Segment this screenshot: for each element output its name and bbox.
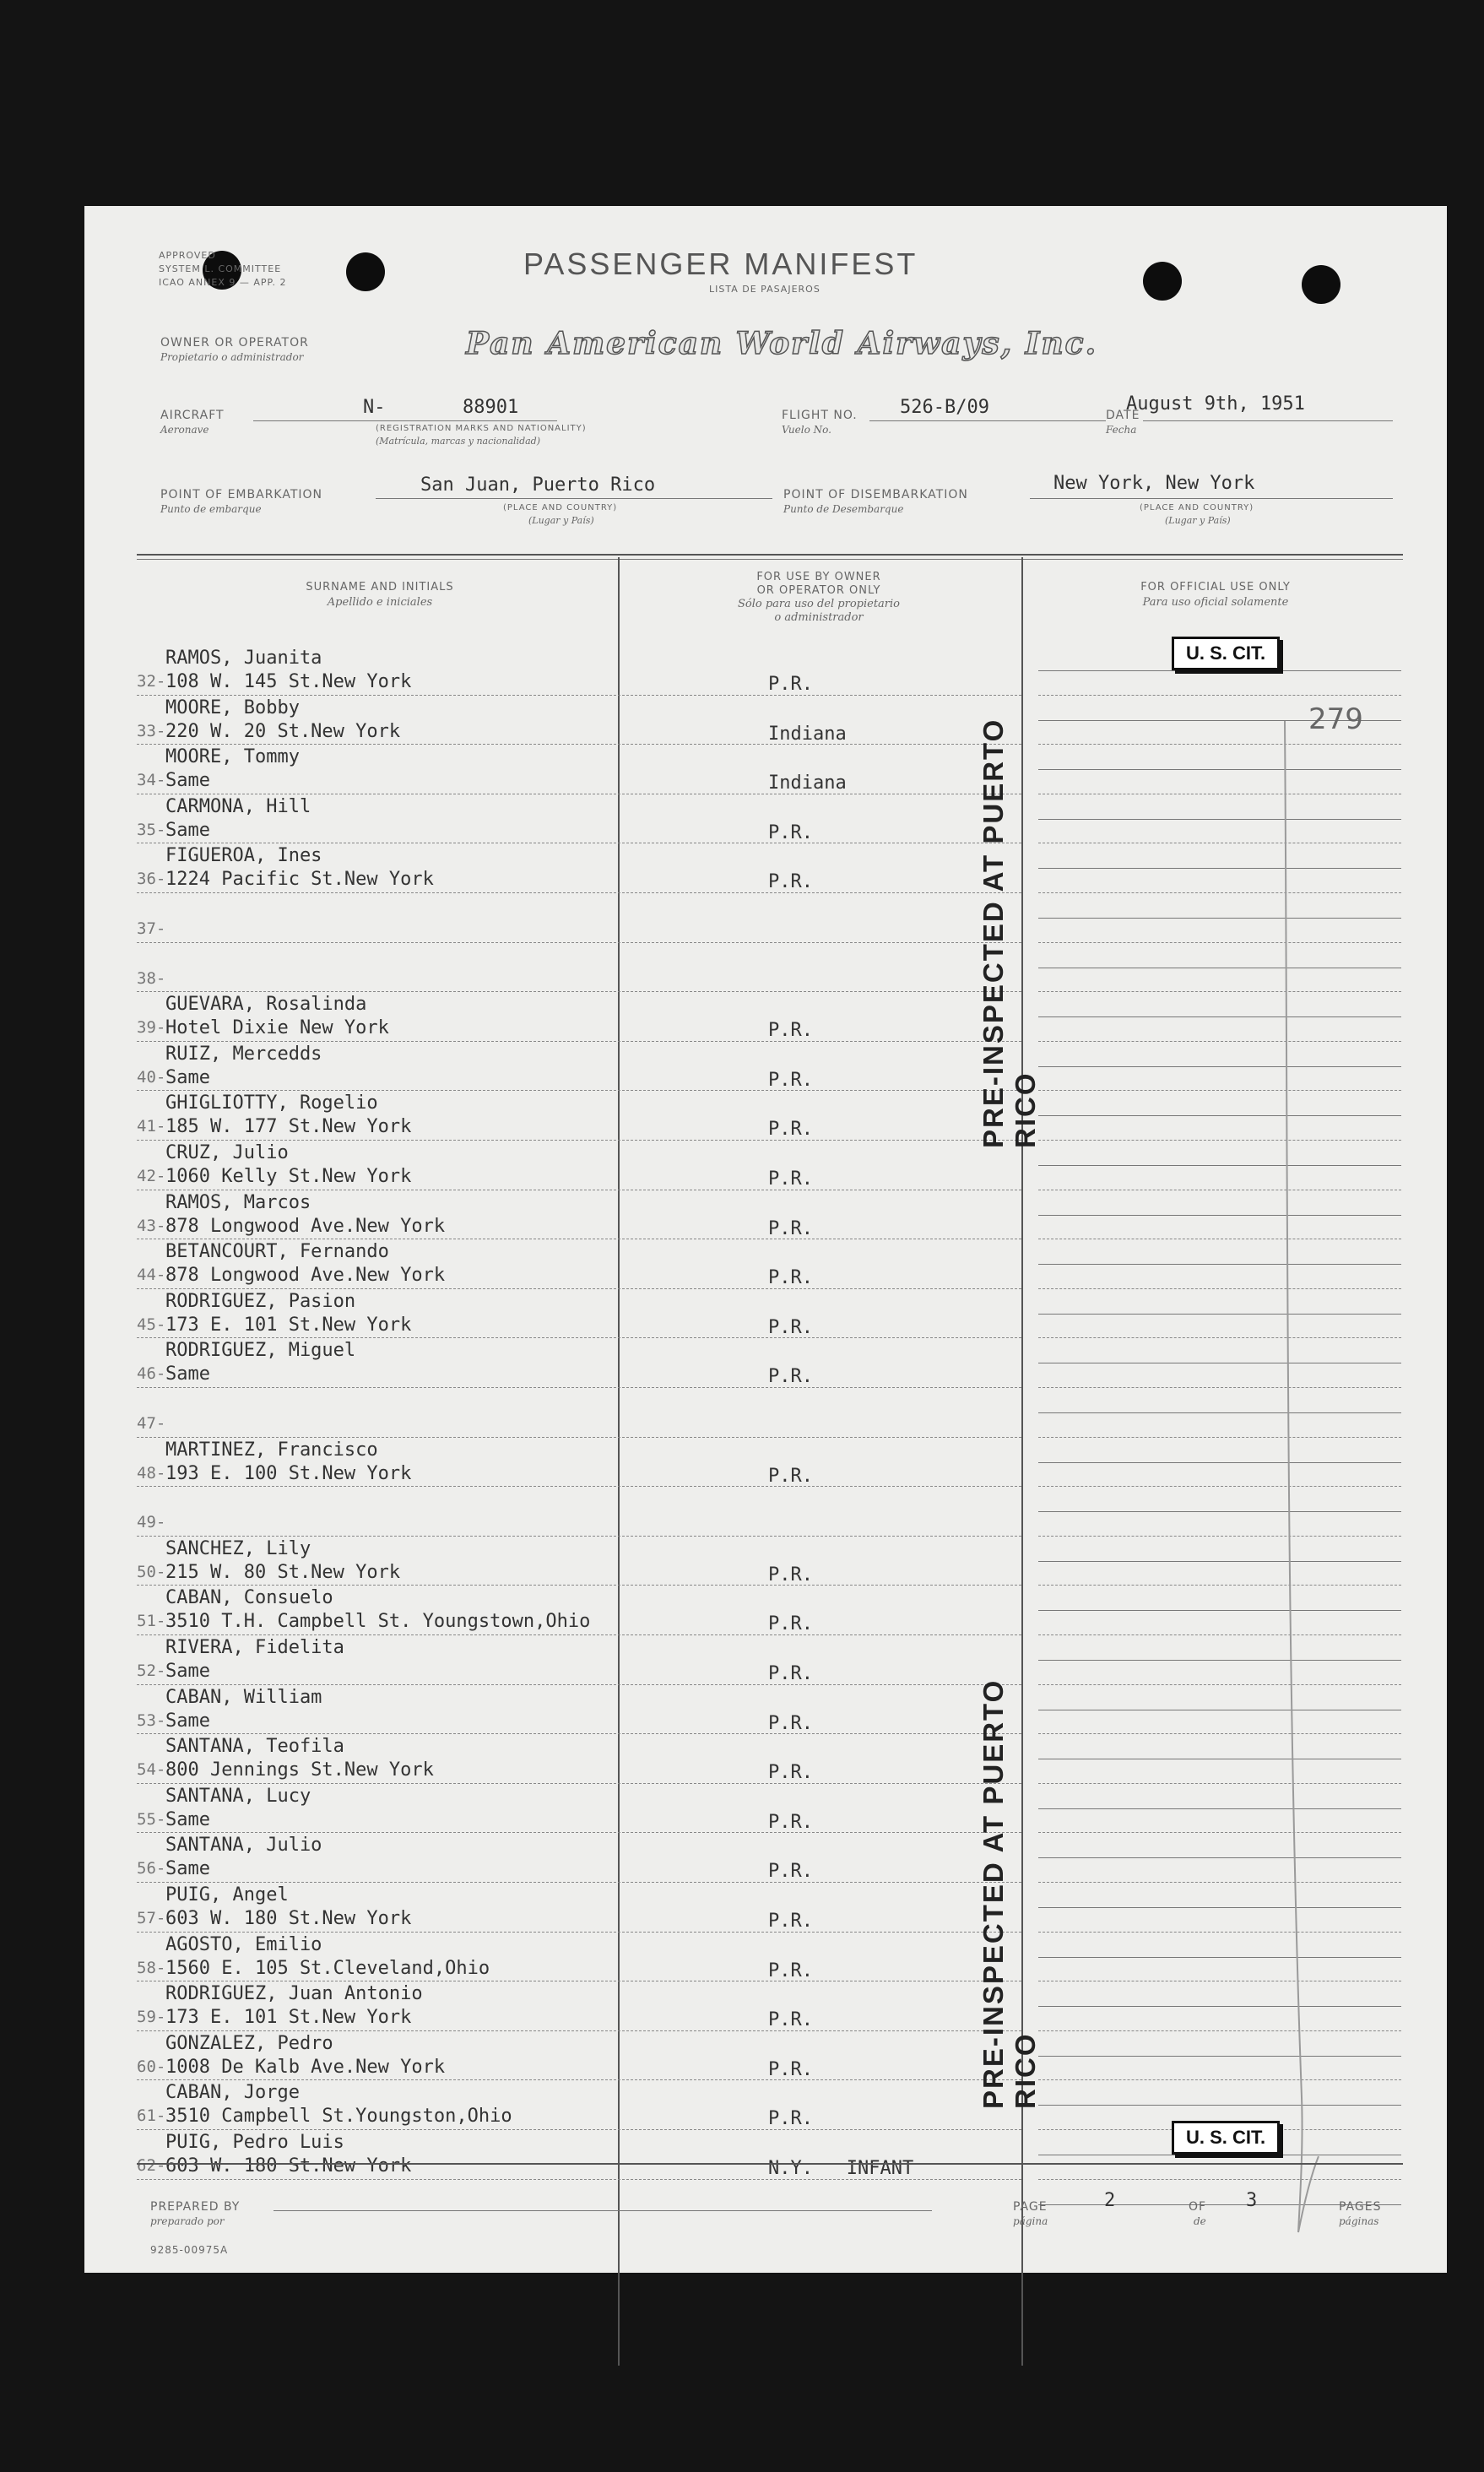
approval-line: APPROVED xyxy=(159,250,216,261)
owner-remark: P.R. xyxy=(768,1812,813,1833)
row-rule xyxy=(137,1585,1021,1586)
row-number: 56- xyxy=(137,1859,166,1878)
form-code: 9285-00975A xyxy=(150,2244,229,2256)
prepared-by-label: PREPARED BY xyxy=(150,2200,241,2214)
row-number: 41- xyxy=(137,1117,166,1136)
row-rule xyxy=(137,892,1021,893)
passenger-address: Same xyxy=(165,770,210,791)
punch-hole xyxy=(1143,262,1182,301)
table-top-rule xyxy=(137,559,1403,560)
pages-label: PAGES xyxy=(1339,2200,1382,2214)
row-rule xyxy=(137,1536,1021,1537)
row-number: 43- xyxy=(137,1217,166,1235)
row-rule xyxy=(137,2079,1021,2080)
owner-remark: P.R. xyxy=(768,1317,813,1338)
passenger-address: 185 W. 177 St.New York xyxy=(165,1116,412,1137)
passenger-name: SANTANA, Julio xyxy=(165,1835,322,1856)
disembarkation-label: POINT OF DISEMBARKATION xyxy=(783,488,968,501)
passenger-address: 173 E. 101 St.New York xyxy=(165,1315,412,1336)
row-rule xyxy=(137,1932,1021,1933)
row-rule xyxy=(137,1783,1021,1784)
page-number: 2 xyxy=(1104,2190,1116,2211)
passenger-name: CABAN, Jorge xyxy=(165,2082,300,2103)
embarkation-label-sub: Punto de embarque xyxy=(160,503,262,515)
passenger-address: 1560 E. 105 St.Cleveland,Ohio xyxy=(165,1958,490,1979)
flight-date: August 9th, 1951 xyxy=(1126,393,1305,415)
row-rule xyxy=(1038,670,1401,671)
col-header-names: SURNAME AND INITIALS xyxy=(306,581,454,594)
row-number: 39- xyxy=(137,1018,166,1037)
owner-label: OWNER OR OPERATOR xyxy=(160,336,309,350)
date-label-sub: Fecha xyxy=(1106,424,1137,436)
passenger-name: RIVERA, Fidelita xyxy=(165,1637,344,1658)
passenger-name: FIGUEROA, Ines xyxy=(165,845,322,866)
passenger-address: 108 W. 145 St.New York xyxy=(165,671,412,692)
passenger-address: 193 E. 100 St.New York xyxy=(165,1463,412,1484)
row-number: 44- xyxy=(137,1266,166,1284)
manifest-sheet xyxy=(84,206,1447,2273)
passenger-name: PUIG, Pedro Luis xyxy=(165,2132,344,2153)
disembarkation-label-sub: Punto de Desembarque xyxy=(783,503,904,515)
row-rule xyxy=(137,1140,1021,1141)
owner-remark: P.R. xyxy=(768,1366,813,1387)
row-rule xyxy=(137,1337,1021,1338)
flight-underline xyxy=(869,420,1106,421)
row-number: 40- xyxy=(137,1068,166,1087)
disembarkation-caption-sub: (Lugar y País) xyxy=(1165,515,1231,526)
row-number: 48- xyxy=(137,1464,166,1483)
row-rule xyxy=(137,1041,1021,1042)
punch-hole xyxy=(346,252,385,291)
row-rule xyxy=(137,1437,1021,1438)
handwritten-number: 279 xyxy=(1308,702,1363,736)
row-rule xyxy=(137,2030,1021,2031)
row-number: 34- xyxy=(137,771,166,789)
passenger-name: BETANCOURT, Fernando xyxy=(165,1241,389,1262)
approval-line: ICAO ANNEX 9 — APP. 2 xyxy=(159,277,287,288)
date-underline xyxy=(1143,420,1393,421)
embarkation-caption: (PLACE AND COUNTRY) xyxy=(503,503,618,512)
col-header-names-sub: Apellido e iniciales xyxy=(327,596,433,609)
owner-remark: P.R. xyxy=(768,1564,813,1586)
passenger-name: RAMOS, Juanita xyxy=(165,648,322,669)
page-title: PASSENGER MANIFEST xyxy=(523,247,918,281)
passenger-name: CABAN, William xyxy=(165,1687,322,1708)
passenger-name: RODRIGUEZ, Pasion xyxy=(165,1291,356,1312)
date-label: DATE xyxy=(1106,409,1140,422)
row-number: 59- xyxy=(137,2008,166,2026)
passenger-address: 878 Longwood Ave.New York xyxy=(165,1216,446,1237)
passenger-name: CABAN, Consuelo xyxy=(165,1587,333,1608)
preinspected-stamp: PRE-INSPECTED AT PUERTO RICO xyxy=(978,1678,1041,2109)
disembarkation-caption: (PLACE AND COUNTRY) xyxy=(1140,503,1254,512)
owner-remark: P.R. xyxy=(768,871,813,892)
row-number: 45- xyxy=(137,1315,166,1334)
passenger-address: Same xyxy=(165,1710,210,1732)
passenger-address: 1060 Kelly St.New York xyxy=(165,1166,412,1187)
footer-rule xyxy=(137,2163,1403,2165)
owner-remark: P.R. xyxy=(768,674,813,695)
prepared-by-underline xyxy=(274,2210,932,2211)
disembarkation-underline xyxy=(1030,498,1393,499)
owner-remark: Indiana xyxy=(768,772,847,794)
passenger-address: 1224 Pacific St.New York xyxy=(165,869,434,890)
row-rule xyxy=(137,1684,1021,1685)
passenger-address: Same xyxy=(165,1661,210,1682)
passenger-address: 878 Longwood Ave.New York xyxy=(165,1265,446,1286)
passenger-name: GHIGLIOTTY, Rogelio xyxy=(165,1092,378,1114)
passenger-address: Hotel Dixie New York xyxy=(165,1017,389,1038)
passenger-address: Same xyxy=(165,1363,210,1385)
passenger-name: GONZALEZ, Pedro xyxy=(165,2033,333,2054)
passenger-name: MOORE, Bobby xyxy=(165,697,300,718)
pages-total: 3 xyxy=(1246,2190,1258,2211)
row-number: 51- xyxy=(137,1612,166,1630)
of-label: OF xyxy=(1189,2200,1207,2214)
col-header-official-sub: Para uso oficial solamente xyxy=(1142,596,1289,609)
registration-caption-sub: (Matrícula, marcas y nacionalidad) xyxy=(376,436,540,447)
aircraft-registration: 88901 xyxy=(463,397,519,418)
aircraft-label-sub: Aeronave xyxy=(160,424,209,436)
passenger-name: RUIZ, Mercedds xyxy=(165,1044,322,1065)
row-rule xyxy=(137,1288,1021,1289)
row-number: 35- xyxy=(137,821,166,839)
owner-remark: P.R. xyxy=(768,1020,813,1041)
passenger-address: 3510 T.H. Campbell St. Youngstown,Ohio xyxy=(165,1611,591,1632)
owner-remark: P.R. xyxy=(768,2059,813,2080)
passenger-name: RODRIGUEZ, Miguel xyxy=(165,1340,356,1361)
row-number: 36- xyxy=(137,870,166,888)
handwritten-check-mark xyxy=(1207,713,1325,2258)
row-number: 61- xyxy=(137,2106,166,2125)
row-number: 50- xyxy=(137,1563,166,1581)
passenger-address: Same xyxy=(165,1067,210,1088)
owner-remark: P.R. xyxy=(768,1960,813,1981)
owner-remark: P.R. xyxy=(768,2009,813,2030)
flight-number: 526-B/09 xyxy=(900,397,989,418)
passenger-name: CRUZ, Julio xyxy=(165,1142,289,1163)
column-divider xyxy=(618,557,620,2366)
owner-remark: P.R. xyxy=(768,1861,813,1882)
registration-caption: (REGISTRATION MARKS AND NATIONALITY) xyxy=(376,424,587,433)
row-rule xyxy=(137,2179,1021,2180)
airline-name: Pan American World Airways, Inc. xyxy=(466,326,1098,361)
us-citizen-stamp: U. S. CIT. xyxy=(1172,637,1280,670)
pages-label-sub: páginas xyxy=(1339,2215,1379,2227)
row-number: 54- xyxy=(137,1760,166,1779)
preinspected-stamp: PRE-INSPECTED AT PUERTO RICO xyxy=(978,718,1041,1148)
col-header-owner: FOR USE BY OWNER xyxy=(756,571,881,583)
page-subtitle: LISTA DE PASAJEROS xyxy=(709,284,821,295)
row-number: 37- xyxy=(137,919,166,938)
row-rule xyxy=(137,744,1021,745)
row-rule xyxy=(137,1882,1021,1883)
row-number: 42- xyxy=(137,1167,166,1185)
row-number: 62- xyxy=(137,2156,166,2175)
passenger-name: MOORE, Tommy xyxy=(165,746,300,767)
passenger-name: SANTANA, Lucy xyxy=(165,1786,311,1807)
owner-remark: P.R. xyxy=(768,1168,813,1190)
aircraft-underline xyxy=(253,420,557,421)
row-number: 38- xyxy=(137,969,166,988)
passenger-address: 1008 De Kalb Ave.New York xyxy=(165,2057,446,2078)
passenger-address: 3510 Campbell St.Youngston,Ohio xyxy=(165,2106,512,2127)
passenger-address: 800 Jennings St.New York xyxy=(165,1759,434,1781)
of-label-sub: de xyxy=(1194,2215,1206,2227)
col-header-owner-sub: o administrador xyxy=(774,611,864,624)
owner-remark: P.R. xyxy=(768,1466,813,1487)
passenger-name: AGOSTO, Emilio xyxy=(165,1934,322,1955)
embarkation-underline xyxy=(376,498,772,499)
row-rule xyxy=(137,1486,1021,1487)
aircraft-prefix: N- xyxy=(363,397,386,418)
owner-remark: P.R. xyxy=(768,1218,813,1239)
row-rule xyxy=(137,1387,1021,1388)
row-rule xyxy=(1038,695,1401,696)
owner-remark: N.Y. INFANT xyxy=(768,2158,914,2179)
passenger-address: 603 W. 180 St.New York xyxy=(165,1908,412,1929)
passenger-name: MARTINEZ, Francisco xyxy=(165,1439,378,1461)
row-number: 57- xyxy=(137,1909,166,1927)
row-number: 60- xyxy=(137,2057,166,2076)
row-rule xyxy=(137,1733,1021,1734)
passenger-name: RAMOS, Marcos xyxy=(165,1192,311,1213)
table-top-rule xyxy=(137,554,1403,556)
embarkation-point: San Juan, Puerto Rico xyxy=(420,474,656,496)
passenger-name: SANTANA, Teofila xyxy=(165,1736,344,1757)
owner-remark: P.R. xyxy=(768,1663,813,1684)
passenger-name: GUEVARA, Rosalinda xyxy=(165,994,367,1015)
col-header-owner-sub: Sólo para uso del propietario xyxy=(737,598,901,610)
col-header-official: FOR OFFICIAL USE ONLY xyxy=(1140,581,1291,594)
row-rule xyxy=(137,2129,1021,2130)
row-number: 33- xyxy=(137,722,166,740)
row-rule xyxy=(137,991,1021,992)
owner-remark: P.R. xyxy=(768,1762,813,1783)
row-number: 32- xyxy=(137,672,166,691)
owner-remark: P.R. xyxy=(768,1119,813,1140)
passenger-address: Same xyxy=(165,820,210,841)
owner-remark: P.R. xyxy=(768,1267,813,1288)
row-number: 47- xyxy=(137,1414,166,1433)
passenger-address: Same xyxy=(165,1858,210,1879)
prepared-by-label-sub: preparado por xyxy=(150,2215,225,2227)
row-number: 49- xyxy=(137,1513,166,1531)
disembarkation-point: New York, New York xyxy=(1053,473,1255,494)
passenger-address: 603 W. 180 St.New York xyxy=(165,2155,412,2177)
passenger-address: 173 E. 101 St.New York xyxy=(165,2007,412,2028)
row-number: 58- xyxy=(137,1959,166,1977)
passenger-name: CARMONA, Hill xyxy=(165,796,311,817)
row-number: 46- xyxy=(137,1364,166,1383)
owner-remark: P.R. xyxy=(768,1070,813,1091)
row-number: 52- xyxy=(137,1662,166,1680)
owner-label-sub: Propietario o administrador xyxy=(160,351,304,363)
page-label-sub: página xyxy=(1013,2215,1048,2227)
us-citizen-stamp: U. S. CIT. xyxy=(1172,2121,1280,2155)
passenger-address: Same xyxy=(165,1809,210,1830)
row-rule xyxy=(137,1832,1021,1833)
punch-hole xyxy=(1302,265,1340,304)
embarkation-caption-sub: (Lugar y País) xyxy=(528,515,594,526)
row-rule xyxy=(137,695,1021,696)
owner-remark: P.R. xyxy=(768,1713,813,1734)
aircraft-label: AIRCRAFT xyxy=(160,409,225,422)
approval-line: SYSTEM L. COMMITTEE xyxy=(159,263,282,274)
flight-label: FLIGHT NO. xyxy=(782,409,858,422)
flight-label-sub: Vuelo No. xyxy=(782,424,831,436)
embarkation-label: POINT OF EMBARKATION xyxy=(160,488,323,501)
row-rule xyxy=(137,1090,1021,1091)
owner-remark: P.R. xyxy=(768,2108,813,2129)
passenger-name: RODRIGUEZ, Juan Antonio xyxy=(165,1983,423,2004)
row-number: 55- xyxy=(137,1810,166,1829)
owner-remark: Indiana xyxy=(768,724,847,745)
row-number: 53- xyxy=(137,1711,166,1730)
owner-remark: P.R. xyxy=(768,822,813,843)
passenger-name: PUIG, Angel xyxy=(165,1884,289,1906)
owner-remark: P.R. xyxy=(768,1613,813,1634)
row-rule xyxy=(137,1634,1021,1635)
passenger-name: SANCHEZ, Lily xyxy=(165,1538,311,1559)
passenger-address: 215 W. 80 St.New York xyxy=(165,1562,401,1583)
owner-remark: P.R. xyxy=(768,1911,813,1932)
col-header-owner: OR OPERATOR ONLY xyxy=(756,584,881,597)
passenger-address: 220 W. 20 St.New York xyxy=(165,721,401,742)
row-rule xyxy=(137,942,1021,943)
page-label: PAGE xyxy=(1013,2200,1048,2214)
